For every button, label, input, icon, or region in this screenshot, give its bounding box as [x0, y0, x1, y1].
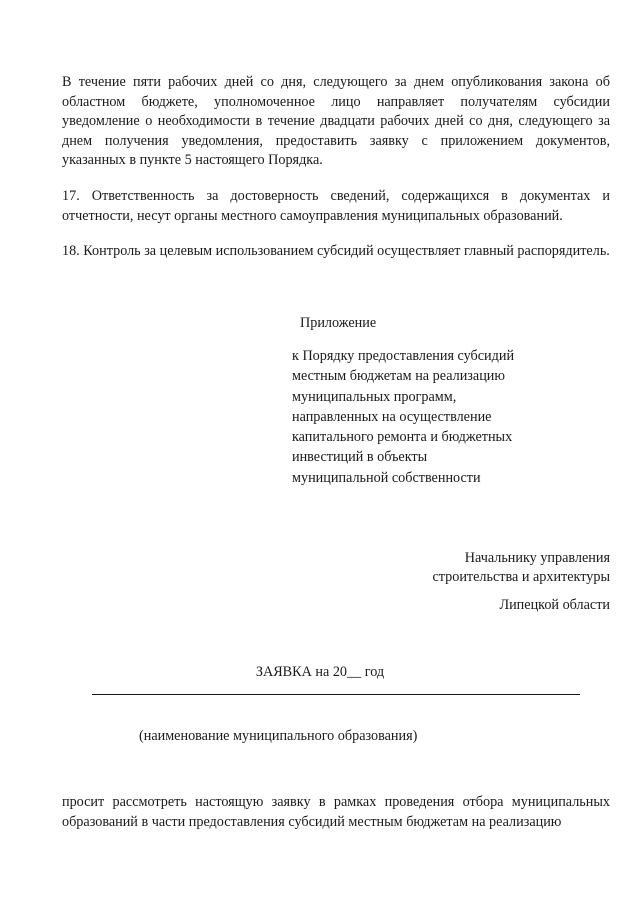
paragraph-request: просит рассмотреть настоящую заявку в рамках проведения отбора муниципальных образований в части предоставления субсидий местным бюджетам на реализацию [62, 794, 610, 830]
appendix-title: Приложение [300, 315, 377, 331]
appendix-line: инвестиций в объекты [292, 449, 428, 466]
appendix-line: направленных на осуществление [292, 408, 492, 425]
municipality-name-blank [92, 694, 580, 695]
paragraph-17: 17. Ответственность за достоверность сведений, содержащихся в документах и отчетности, несут органы местного самоуправления муниципальных образований. [62, 188, 610, 224]
appendix-line: муниципальных программ, [292, 388, 457, 405]
application-title: ЗАЯВКА на 20__ год [255, 664, 385, 680]
addressee-line: строительства и архитектуры [432, 569, 610, 585]
appendix-line: муниципальной собственности [292, 469, 481, 486]
appendix-line: к Порядку предоставления субсидий [292, 348, 515, 364]
municipality-name-caption: (наименование муниципального образования) [139, 728, 418, 744]
appendix-line: местным бюджетам на реализацию [292, 368, 505, 385]
paragraph-notification: В течение пяти рабочих дней со дня, следующего за днем опубликования закона об областном бюджете, уполномоченное лицо направляет получателям субсидии уведомление о необходимости в течение двадцати рабочих дней со дня, следующего за днем получения уведомления, предоставить заявку с приложением документов, указанных в пункте 5 настоящего Порядка. [62, 74, 610, 168]
appendix-reference [292, 346, 514, 488]
addressee-line: Начальнику управления [464, 550, 610, 566]
addressee-line: Липецкой области [499, 597, 610, 613]
addressee-block [432, 549, 610, 615]
paragraph-18: 18. Контроль за целевым использованием субсидий осуществляет главный распорядитель. [62, 243, 610, 259]
appendix-line: капитального ремонта и бюджетных [292, 429, 513, 446]
